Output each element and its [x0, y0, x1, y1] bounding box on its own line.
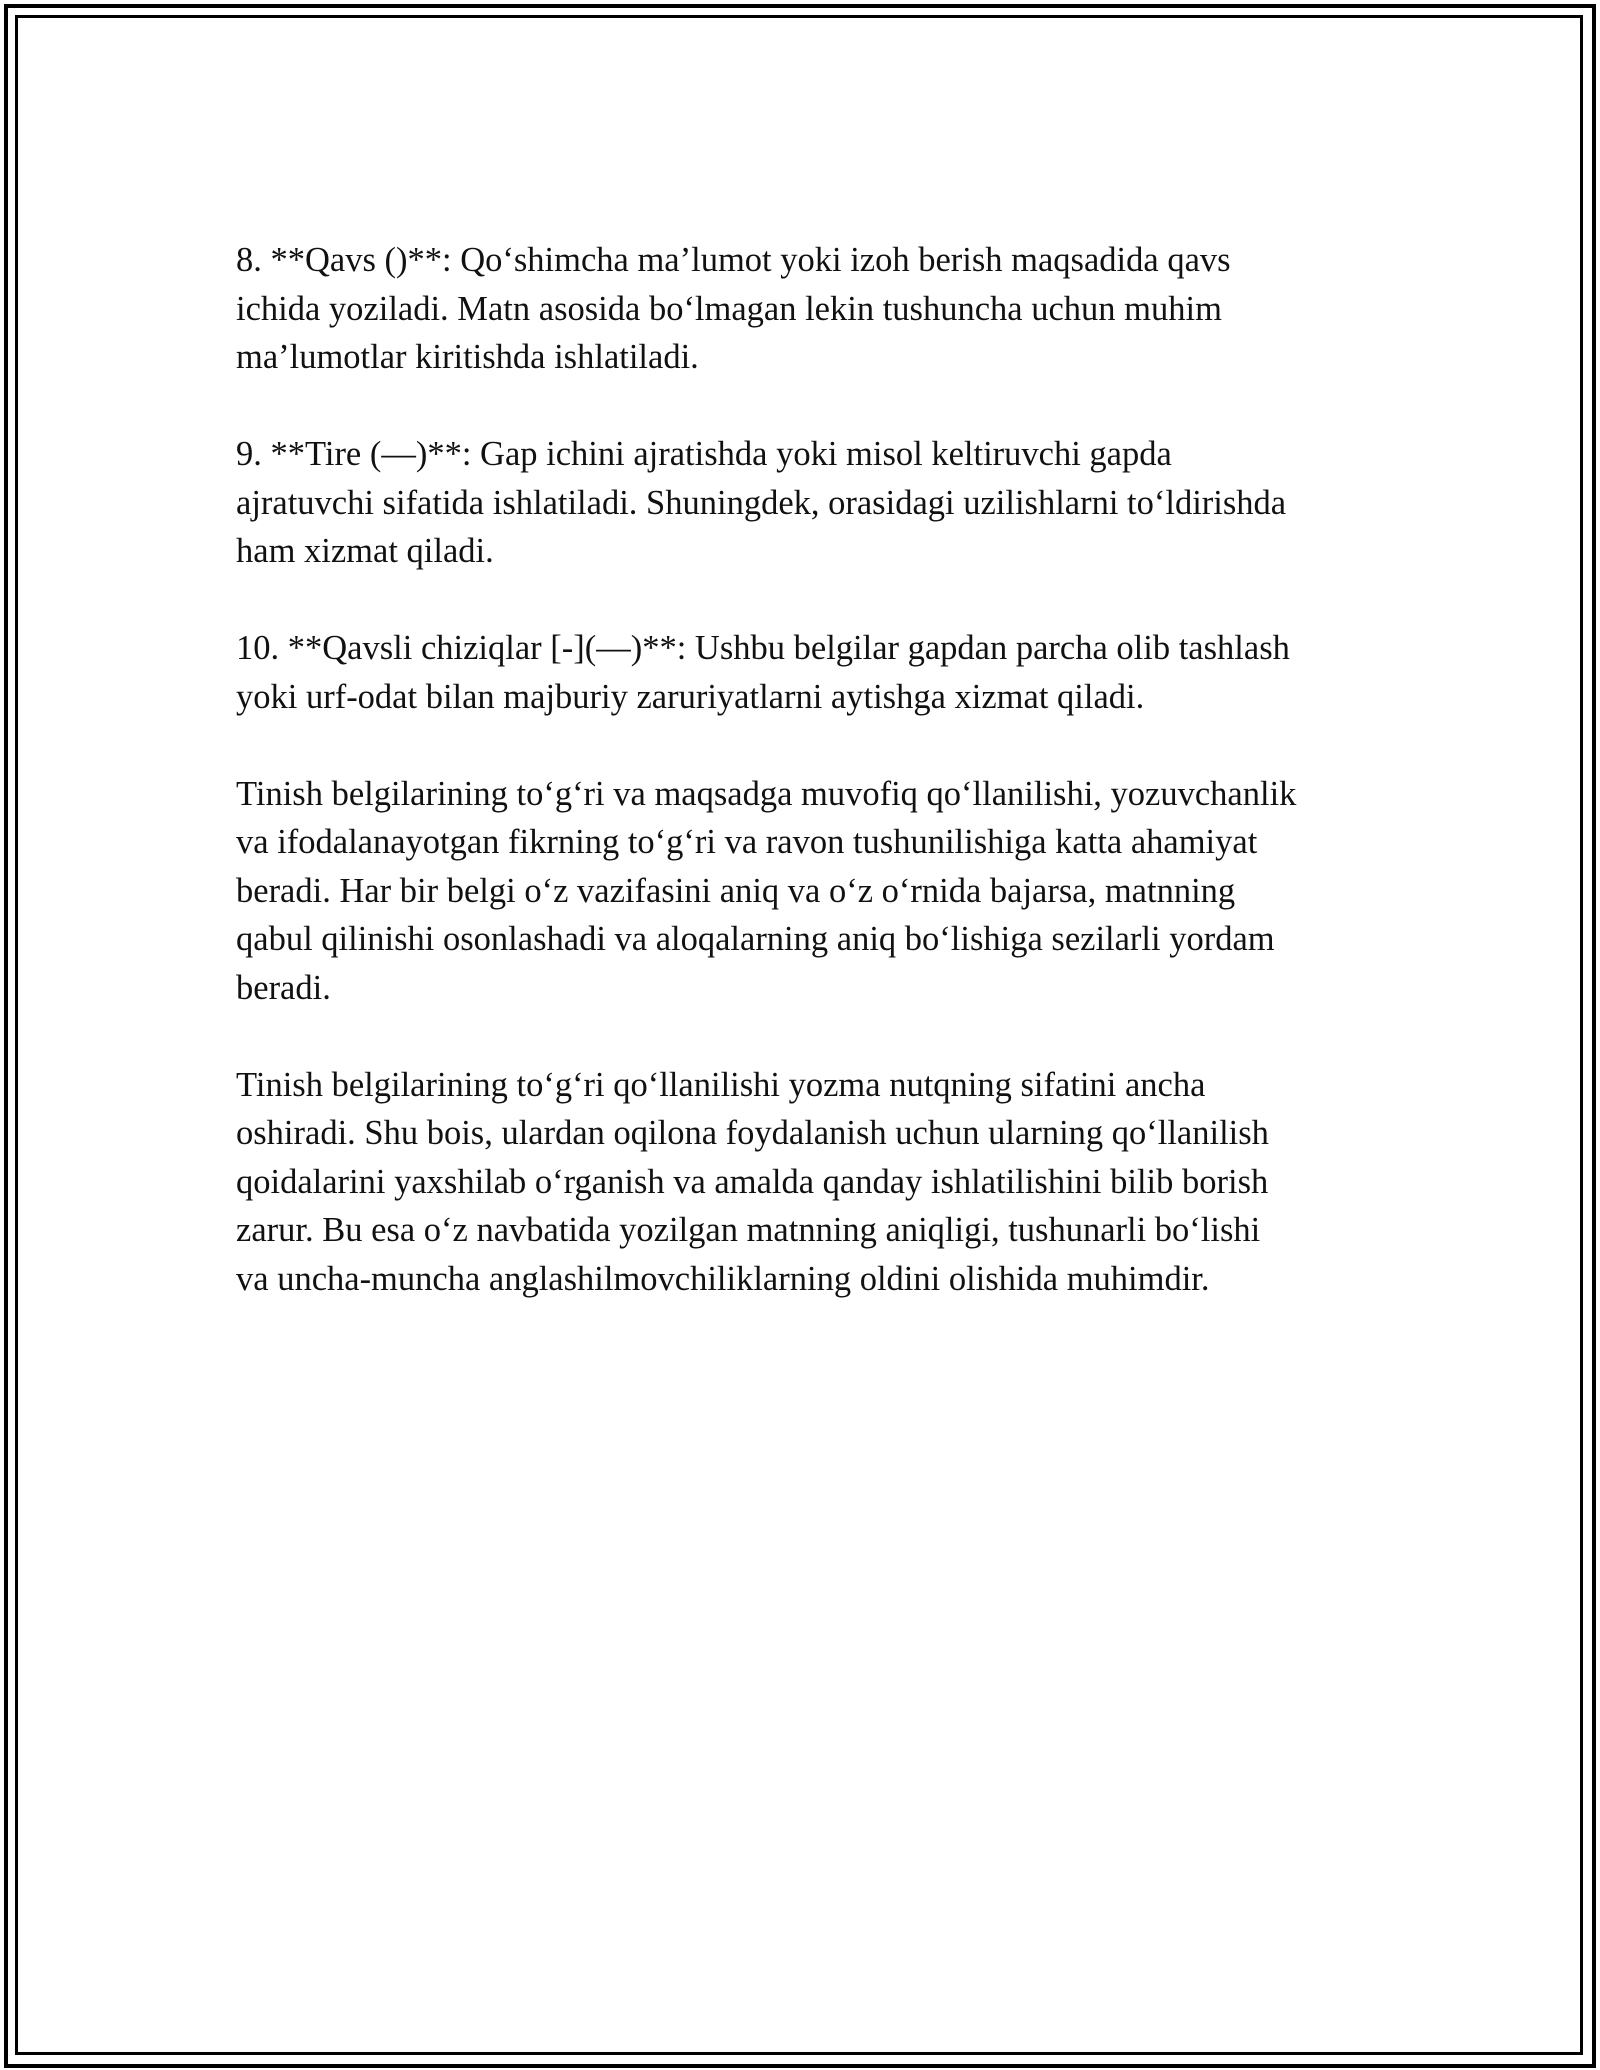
paragraph-item-10-qavsli-chiziqlar: 10. **Qavsli chiziqlar [-](—)**: Ushbu belgilar gapdan parcha olib tashlash yoki urf-odat bilan majburiy zaruriyatlarni aytishga xizmat qiladi. — [236, 629, 1290, 716]
document-body — [236, 236, 1386, 1352]
paragraph-item-9-tire: 9. **Tire (—)**: Gap ichini ajratishda yoki misol keltiruvchi gapda ajratuvchi sifatida ishlatiladi. Shuningdek, orasidagi uzilishlarni to‘ldirishda ham xizmat qiladi. — [236, 435, 1287, 570]
paragraph-summary-1: Tinish belgilarining to‘g‘ri va maqsadga muvofiq qo‘llanilishi, yozuvchanlik va ifodalanayotgan fikrning to‘g‘ri va ravon tushunilishiga katta ahamiyat beradi. Har bir belgi o‘z vazifasini aniq va o‘z o‘rnida bajarsa, matnning qabul qilinishi osonlashadi va aloqalarning aniq bo‘lishiga sezilarli yordam beradi. — [236, 774, 1297, 1007]
paragraph-summary-2: Tinish belgilarining to‘g‘ri qo‘llanilishi yozma nutqning sifatini ancha oshiradi. Shu bois, ulardan oqilona foydalanish uchun ularning qo‘llanilish qoidalarini yaxshilab o‘rganish va amalda qanday ishlatilishini bilib borish zarur. Bu esa o‘z navbatida yozilgan matnning aniqligi, tushunarli bo‘lishi va uncha-muncha anglashilmovchiliklarning oldini olishida muhimdir. — [236, 1065, 1269, 1298]
paragraph-item-8-qavs: 8. **Qavs ()**: Qo‘shimcha ma’lumot yoki izoh berish maqsadida qavs ichida yoziladi. Matn asosida bo‘lmagan lekin tushuncha uchun muhim ma’lumotlar kiritishda ishlatiladi. — [236, 241, 1231, 376]
